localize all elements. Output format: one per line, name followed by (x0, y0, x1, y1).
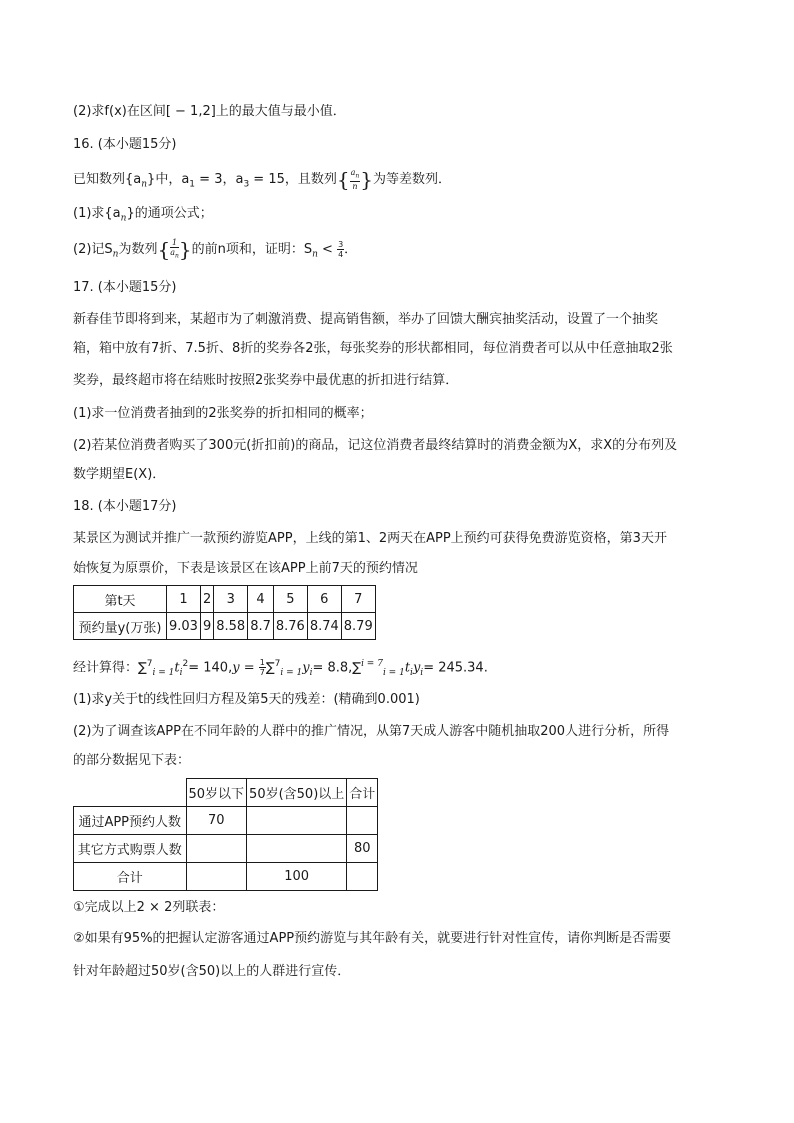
q16-stem: 已知数列$\{a_n\}$中，$a_1 = 3$，$a_3 = 15$，且数列{ $\frac{a_n}{n}$ }为等差数列． (73, 167, 452, 192)
q18-item2-line2: 针对年龄超过50岁(含50)以上的人群进行宣传． (73, 964, 351, 979)
table-header-cell: 7 (341, 586, 375, 613)
table-cell (247, 807, 347, 835)
table-row (74, 835, 378, 863)
table-header-cell: 50岁以下 (186, 779, 247, 807)
q16-part1: (1)求$\{a_n\}$的通项公式； (73, 206, 213, 224)
table-corner-cell (74, 779, 187, 807)
q17-paragraph-1: 新春佳节即将到来，某超市为了刺激消费、提高销售额，举办了回馈大酬宾抽奖活动，设置了一个抽奖 (73, 312, 659, 327)
contingency-table (73, 778, 378, 891)
table-row (74, 807, 378, 835)
table-cell: 9 (200, 613, 213, 640)
table-cell: 70 (186, 807, 247, 835)
table-cell: 8.76 (273, 613, 307, 640)
q18-part1: (1)求y关于t的线性回归方程及第5天的残差：(精确到0.001) (73, 692, 420, 707)
table-header-cell: 4 (248, 586, 274, 613)
table-cell: 8.7 (248, 613, 274, 640)
table-cell: 8.74 (307, 613, 341, 640)
q18-paragraph-2: 始恢复为原票价，下表是该景区在该APP上前7天的预约情况 (73, 561, 418, 576)
table-row-label: 合计 (74, 863, 187, 891)
table-row-label: 其它方式购票人数 (74, 835, 187, 863)
q17-part1: (1)求一位消费者抽到的2张奖券的折扣相同的概率； (73, 406, 373, 421)
q17-header: 17. (本小题15分) (73, 280, 177, 295)
table-cell (347, 807, 378, 835)
booking-table (73, 585, 376, 640)
q18-calculation: 经计算得：$\sum^7_{i = 1}t_i^2= 140,y$ = $\frac{1}{7}$ $\sum^7_{i = 1}y_i= 8.8,\sum^{i = 7}_{i = 1}t_iy_i= 245.34$. (73, 658, 488, 678)
q17-paragraph-2: 箱，箱中放有7折、7.5折、8折的奖券各2张，每张奖券的形状都相同，每位消费者可以从中任意抽取2张 (73, 341, 673, 356)
table-cell: 80 (347, 835, 378, 863)
table-row-label: 预约量y(万张) (74, 613, 167, 640)
table-header-cell: 5 (273, 586, 307, 613)
table-cell (347, 863, 378, 891)
table-cell: 8.58 (214, 613, 248, 640)
table-header-cell: 第t天 (74, 586, 167, 613)
q18-paragraph-1: 某景区为测试并推广一款预约游览APP，上线的第1、2两天在APP上预约可获得免费游览资格，第3天开 (73, 531, 667, 546)
table-row (74, 613, 376, 640)
table-header-cell: 2 (200, 586, 213, 613)
table-header-cell: 1 (167, 586, 201, 613)
table-cell: 9.03 (167, 613, 201, 640)
table-header-cell: 6 (307, 586, 341, 613)
q18-header: 18. (本小题17分) (73, 499, 177, 514)
q16-header: 16. (本小题15分) (73, 137, 177, 152)
q17-part2-line2: 数学期望E(X)． (73, 467, 166, 482)
table-header-cell: 50岁(含50)以上 (247, 779, 347, 807)
table-header-cell: 合计 (347, 779, 378, 807)
q18-part2-line1: (2)为了调查该APP在不同年龄的人群中的推广情况，从第7天成人游客中随机抽取200人进行分析，所得 (73, 724, 670, 739)
q17-paragraph-3: 奖券，最终超市将在结账时按照2张奖券中最优惠的折扣进行结算． (73, 373, 459, 388)
table-row (74, 779, 378, 807)
table-cell (186, 835, 247, 863)
q18-item1: ①完成以上2 × 2列联表： (73, 900, 225, 915)
table-cell: 100 (247, 863, 347, 891)
table-cell (247, 835, 347, 863)
q18-item2-line1: ②如果有95%的把握认定游客通过APP预约游览与其年龄有关，就要进行针对性宣传，请你判断是否需要 (73, 931, 672, 946)
table-row (74, 586, 376, 613)
table-row-label: 通过APP预约人数 (74, 807, 187, 835)
q18-part2-line2: 的部分数据见下表： (73, 753, 191, 768)
table-row (74, 863, 378, 891)
table-cell (186, 863, 247, 891)
table-header-cell: 3 (214, 586, 248, 613)
q16-part2: (2)记$S_n$为数列{ $\frac{1}{a_n}$ }的前n项和，证明：$S_n$ < $\frac{3}{4}$ ． (73, 237, 358, 262)
q15-part2: (2)求f(x)在区间[ − 1,2]上的最大值与最小值． (73, 104, 346, 119)
table-cell: 8.79 (341, 613, 375, 640)
q17-part2-line1: (2)若某位消费者购买了300元(折扣前)的商品，记这位消费者最终结算时的消费金额为X，求X的分布列及 (73, 438, 678, 453)
